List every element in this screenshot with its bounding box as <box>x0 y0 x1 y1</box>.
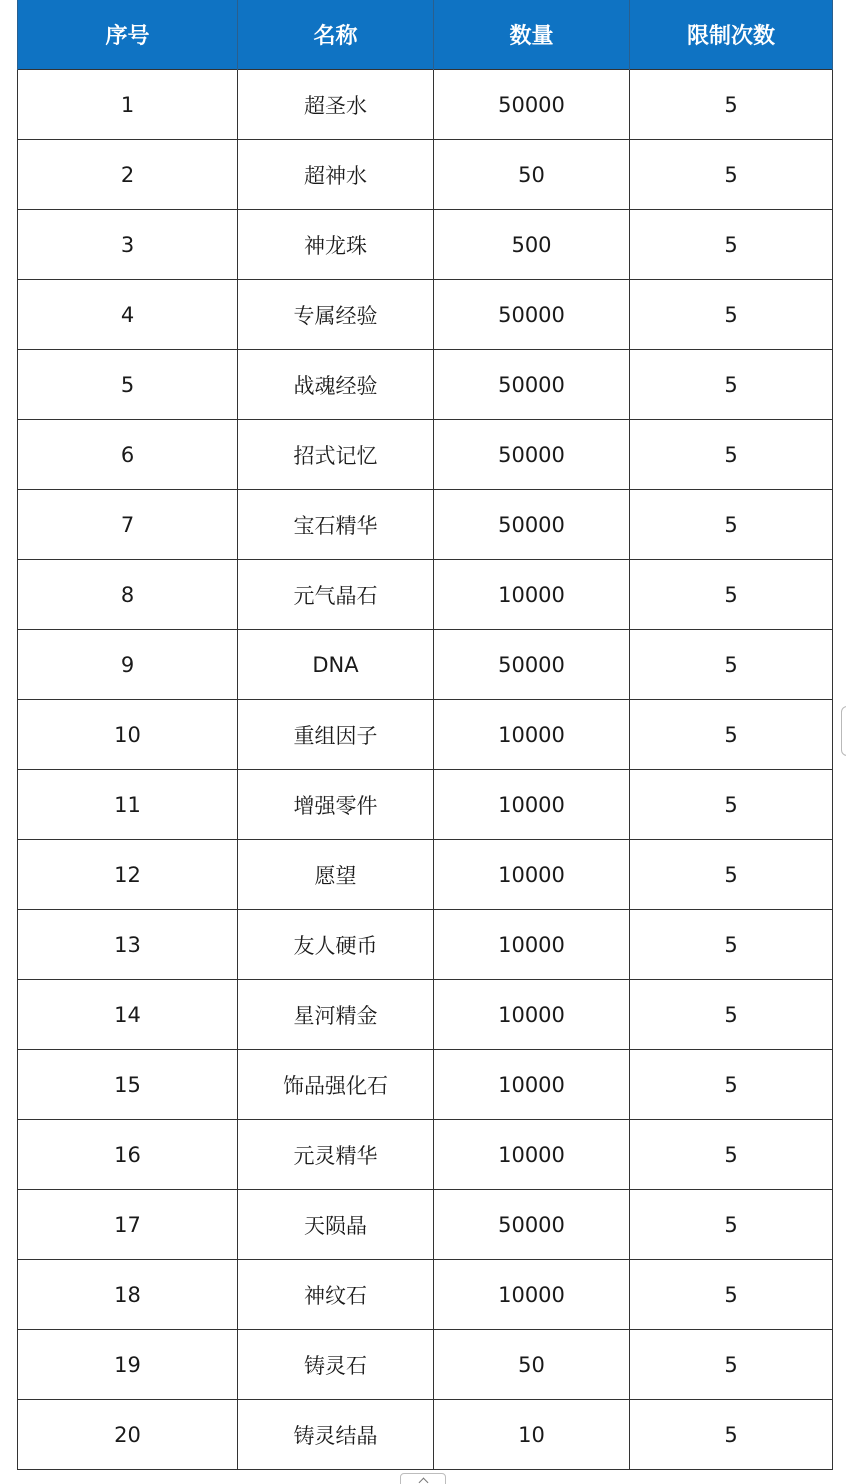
cell-name: 星河精金 <box>238 980 434 1050</box>
cell-limit: 5 <box>630 1050 833 1120</box>
cell-name: 铸灵石 <box>238 1330 434 1400</box>
cell-name: 专属经验 <box>238 280 434 350</box>
table-row <box>18 770 833 840</box>
header-name: 名称 <box>238 0 434 70</box>
table-row <box>18 210 833 280</box>
cell-limit: 5 <box>630 280 833 350</box>
cell-quantity: 10000 <box>434 1050 630 1120</box>
cell-quantity: 10000 <box>434 560 630 630</box>
cell-quantity: 500 <box>434 210 630 280</box>
cell-index: 9 <box>18 630 238 700</box>
cell-limit: 5 <box>630 980 833 1050</box>
cell-name: 天陨晶 <box>238 1190 434 1260</box>
cell-limit: 5 <box>630 140 833 210</box>
table-body <box>18 70 833 1470</box>
cell-limit: 5 <box>630 70 833 140</box>
cell-index: 20 <box>18 1400 238 1470</box>
cell-quantity: 50000 <box>434 350 630 420</box>
cell-limit: 5 <box>630 420 833 490</box>
table-row <box>18 280 833 350</box>
cell-name: 重组因子 <box>238 700 434 770</box>
cell-quantity: 10000 <box>434 770 630 840</box>
header-index: 序号 <box>18 0 238 70</box>
items-table <box>17 0 833 1470</box>
scroll-handle-icon[interactable] <box>841 706 846 756</box>
cell-name: 宝石精华 <box>238 490 434 560</box>
cell-name: 愿望 <box>238 840 434 910</box>
cell-index: 8 <box>18 560 238 630</box>
table-row <box>18 420 833 490</box>
cell-limit: 5 <box>630 490 833 560</box>
table-row <box>18 1120 833 1190</box>
cell-quantity: 50000 <box>434 1190 630 1260</box>
cell-index: 7 <box>18 490 238 560</box>
cell-quantity: 50000 <box>434 420 630 490</box>
cell-index: 1 <box>18 70 238 140</box>
cell-limit: 5 <box>630 1260 833 1330</box>
table-row <box>18 1190 833 1260</box>
cell-index: 16 <box>18 1120 238 1190</box>
cell-name: 元气晶石 <box>238 560 434 630</box>
cell-index: 10 <box>18 700 238 770</box>
cell-quantity: 50000 <box>434 280 630 350</box>
cell-index: 6 <box>18 420 238 490</box>
cell-index: 11 <box>18 770 238 840</box>
cell-index: 18 <box>18 1260 238 1330</box>
header-quantity: 数量 <box>434 0 630 70</box>
cell-name: 神纹石 <box>238 1260 434 1330</box>
cell-index: 5 <box>18 350 238 420</box>
table-row <box>18 630 833 700</box>
cell-index: 13 <box>18 910 238 980</box>
cell-limit: 5 <box>630 630 833 700</box>
table-row <box>18 1050 833 1120</box>
cell-limit: 5 <box>630 1400 833 1470</box>
cell-name: 铸灵结晶 <box>238 1400 434 1470</box>
cell-quantity: 10 <box>434 1400 630 1470</box>
cell-name: 元灵精华 <box>238 1120 434 1190</box>
cell-limit: 5 <box>630 560 833 630</box>
cell-quantity: 50000 <box>434 70 630 140</box>
table-row <box>18 490 833 560</box>
cell-quantity: 10000 <box>434 910 630 980</box>
cell-quantity: 10000 <box>434 700 630 770</box>
cell-limit: 5 <box>630 910 833 980</box>
cell-limit: 5 <box>630 1120 833 1190</box>
table-header-row <box>18 0 833 70</box>
table-row <box>18 350 833 420</box>
cell-limit: 5 <box>630 210 833 280</box>
cell-limit: 5 <box>630 700 833 770</box>
table-row <box>18 700 833 770</box>
cell-index: 17 <box>18 1190 238 1260</box>
table-row <box>18 140 833 210</box>
cell-limit: 5 <box>630 1190 833 1260</box>
table-row <box>18 1260 833 1330</box>
cell-index: 12 <box>18 840 238 910</box>
cell-quantity: 50 <box>434 1330 630 1400</box>
cell-name: 招式记忆 <box>238 420 434 490</box>
cell-index: 15 <box>18 1050 238 1120</box>
cell-name: 友人硬币 <box>238 910 434 980</box>
cell-quantity: 10000 <box>434 980 630 1050</box>
cell-limit: 5 <box>630 770 833 840</box>
cell-name: 神龙珠 <box>238 210 434 280</box>
table-row <box>18 560 833 630</box>
cell-name: DNA <box>238 630 434 700</box>
table-row <box>18 1400 833 1470</box>
cell-limit: 5 <box>630 350 833 420</box>
table-row <box>18 840 833 910</box>
cell-name: 超圣水 <box>238 70 434 140</box>
table-row <box>18 1330 833 1400</box>
cell-quantity: 50 <box>434 140 630 210</box>
table-row <box>18 910 833 980</box>
cell-index: 4 <box>18 280 238 350</box>
cell-quantity: 50000 <box>434 490 630 560</box>
cell-name: 增强零件 <box>238 770 434 840</box>
table-row <box>18 70 833 140</box>
cell-quantity: 10000 <box>434 1120 630 1190</box>
cell-index: 14 <box>18 980 238 1050</box>
cell-limit: 5 <box>630 840 833 910</box>
header-limit: 限制次数 <box>630 0 833 70</box>
cell-limit: 5 <box>630 1330 833 1400</box>
scroll-top-button[interactable] <box>400 1473 446 1484</box>
cell-index: 3 <box>18 210 238 280</box>
cell-name: 饰品强化石 <box>238 1050 434 1120</box>
cell-quantity: 10000 <box>434 840 630 910</box>
cell-index: 19 <box>18 1330 238 1400</box>
cell-index: 2 <box>18 140 238 210</box>
cell-name: 超神水 <box>238 140 434 210</box>
cell-quantity: 50000 <box>434 630 630 700</box>
cell-quantity: 10000 <box>434 1260 630 1330</box>
chevron-up-icon <box>419 1478 429 1484</box>
cell-name: 战魂经验 <box>238 350 434 420</box>
table-row <box>18 980 833 1050</box>
